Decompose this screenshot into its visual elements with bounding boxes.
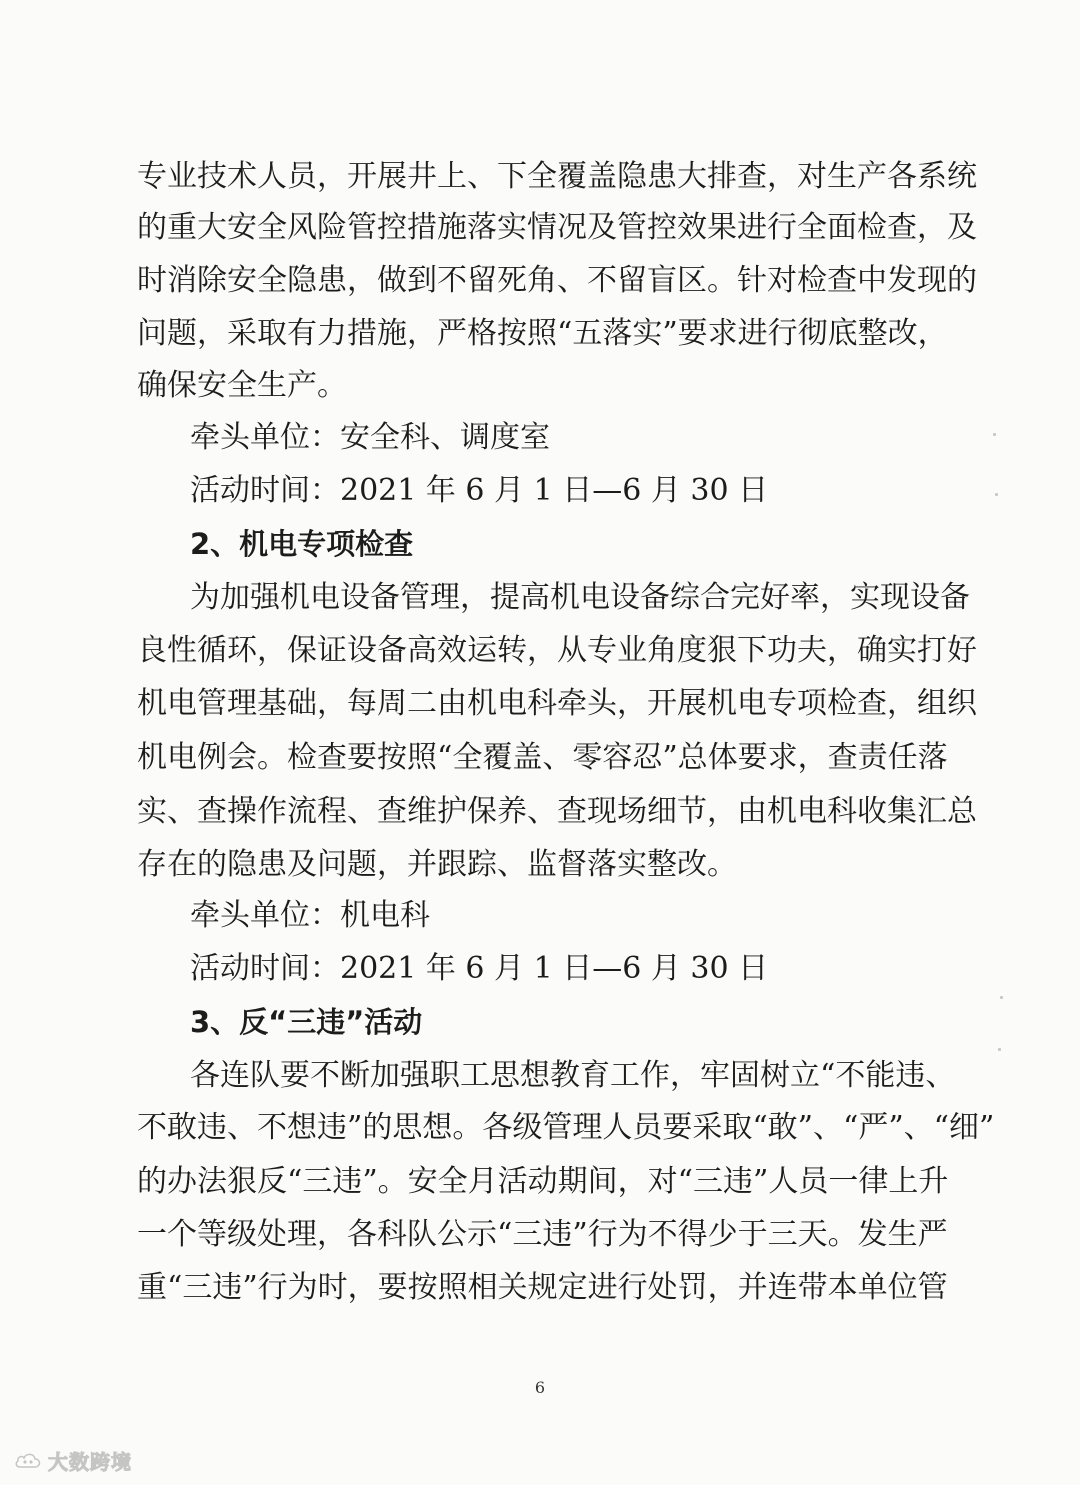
paragraph-line: 实、查操作流程、查维护保养、查现场细节，由机电科收集汇总 xyxy=(137,794,977,829)
watermark xyxy=(14,1446,132,1474)
section-heading: 2、机电专项检查 xyxy=(190,527,414,561)
cloud-logo-icon xyxy=(14,1449,42,1471)
paragraph-line: 良性循环，保证设备高效运转，从专业角度狠下功夫，确实打好 xyxy=(137,633,977,668)
scan-speck xyxy=(1000,996,1003,999)
paragraph-line: 为加强机电设备管理，提高机电设备综合完好率，实现设备 xyxy=(190,580,970,615)
scan-speck xyxy=(998,1048,1001,1051)
activity-time-line: 活动时间：2021 年 6 月 1 日—6 月 30 日 xyxy=(190,473,769,508)
lead-unit-line: 牵头单位：机电科 xyxy=(190,898,430,933)
paragraph-line: 不敢违、不想违”的思想。各级管理人员要采取“敢”、“严”、“细” xyxy=(137,1110,995,1145)
paragraph-line: 重“三违”行为时，要按照相关规定进行处罚，并连带本单位管 xyxy=(137,1270,948,1305)
paragraph-line: 的办法狠反“三违”。安全月活动期间，对“三违”人员一律上升 xyxy=(137,1164,949,1199)
paragraph-line: 一个等级处理，各科队公示“三违”行为不得少于三天。发生严 xyxy=(137,1217,948,1252)
activity-time-line: 活动时间：2021 年 6 月 1 日—6 月 30 日 xyxy=(190,951,769,986)
paragraph-line: 各连队要不断加强职工思想教育工作，牢固树立“不能违、 xyxy=(190,1058,956,1093)
watermark-text: 大数跨境 xyxy=(48,1449,132,1474)
paragraph-line: 存在的隐患及问题，并跟踪、监督落实整改。 xyxy=(137,847,737,882)
paragraph-line: 时消除安全隐患，做到不留死角、不留盲区。针对检查中发现的 xyxy=(137,263,977,298)
lead-unit-line: 牵头单位：安全科、调度室 xyxy=(190,420,550,455)
section-heading: 3、反“三违”活动 xyxy=(190,1005,423,1039)
paragraph-line: 确保安全生产。 xyxy=(137,368,347,403)
paragraph-line: 的重大安全风险管控措施落实情况及管控效果进行全面检查，及 xyxy=(137,210,977,245)
paragraph-line: 专业技术人员，开展井上、下全覆盖隐患大排查，对生产各系统 xyxy=(137,159,977,194)
paragraph-line: 问题，采取有力措施，严格按照“五落实”要求进行彻底整改， xyxy=(137,316,948,351)
paragraph-line: 机电管理基础，每周二由机电科牵头，开展机电专项检查，组织 xyxy=(137,686,977,721)
paragraph-line: 机电例会。检查要按照“全覆盖、零容忍”总体要求，查责任落 xyxy=(137,740,948,775)
scan-speck xyxy=(995,493,998,496)
page-number: 6 xyxy=(534,1378,546,1397)
scan-speck xyxy=(993,433,996,436)
